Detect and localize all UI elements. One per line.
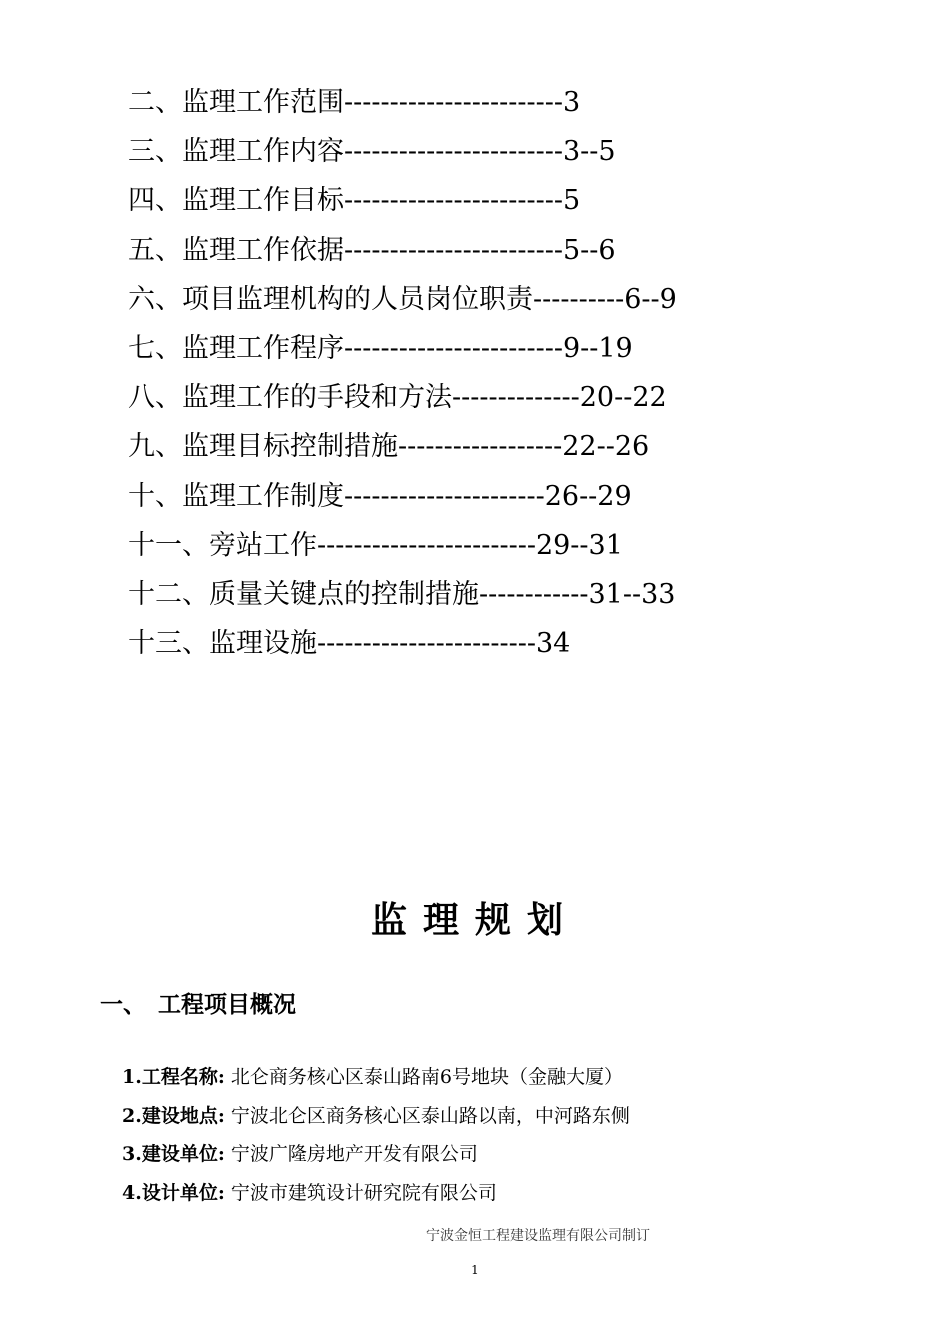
section-heading: [100, 985, 296, 1025]
toc-entry: 八、监理工作的手段和方法--------------20--22: [128, 382, 667, 414]
info-row: [122, 1135, 882, 1174]
project-info: [122, 1058, 882, 1212]
document-title: 监理规划: [370, 899, 579, 941]
toc-entry: 十一、旁站工作------------------------29--31: [128, 529, 623, 561]
info-row: [122, 1174, 882, 1213]
toc-entry: 五、监理工作依据------------------------5--6: [128, 234, 616, 266]
info-label: 1.工程名称:: [122, 1066, 225, 1088]
section-number: 一、: [100, 992, 146, 1018]
info-label: 4.设计单位:: [122, 1181, 225, 1204]
info-value: 宁波广隆房地产开发有限公司: [230, 1143, 478, 1165]
toc-entry: 十、监理工作制度----------------------26--29: [128, 480, 632, 512]
info-row: [122, 1097, 882, 1136]
info-value: 北仑商务核心区泰山路南6号地块（金融大厦）: [230, 1066, 623, 1088]
toc-entry: 四、监理工作目标------------------------5: [128, 185, 581, 217]
table-of-contents: [128, 78, 828, 668]
info-value: 宁波北仑区商务核心区泰山路以南，中河路东侧: [230, 1104, 630, 1127]
toc-entry: 六、项目监理机构的人员岗位职责----------6--9: [128, 283, 677, 315]
toc-entry: 二、监理工作范围------------------------3: [128, 87, 581, 118]
section-heading-text: 工程项目概况: [158, 992, 296, 1018]
info-value: 宁波市建筑设计研究院有限公司: [230, 1181, 497, 1204]
toc-entry: 九、监理目标控制措施------------------22--26: [128, 431, 650, 463]
info-label: 2.建设地点:: [122, 1104, 225, 1127]
info-label: 3.建设单位:: [122, 1143, 225, 1165]
toc-entry: 十二、质量关键点的控制措施------------31--33: [128, 578, 676, 610]
footer-company: 宁波金恒工程建设监理有限公司制订: [426, 1228, 650, 1244]
page-number: 1: [471, 1263, 479, 1277]
toc-entry: 三、监理工作内容------------------------3--5: [128, 136, 616, 168]
toc-entry: 七、监理工作程序------------------------9--19: [128, 332, 633, 364]
info-row: [122, 1058, 882, 1097]
toc-entry: 十三、监理设施------------------------34: [128, 628, 571, 660]
